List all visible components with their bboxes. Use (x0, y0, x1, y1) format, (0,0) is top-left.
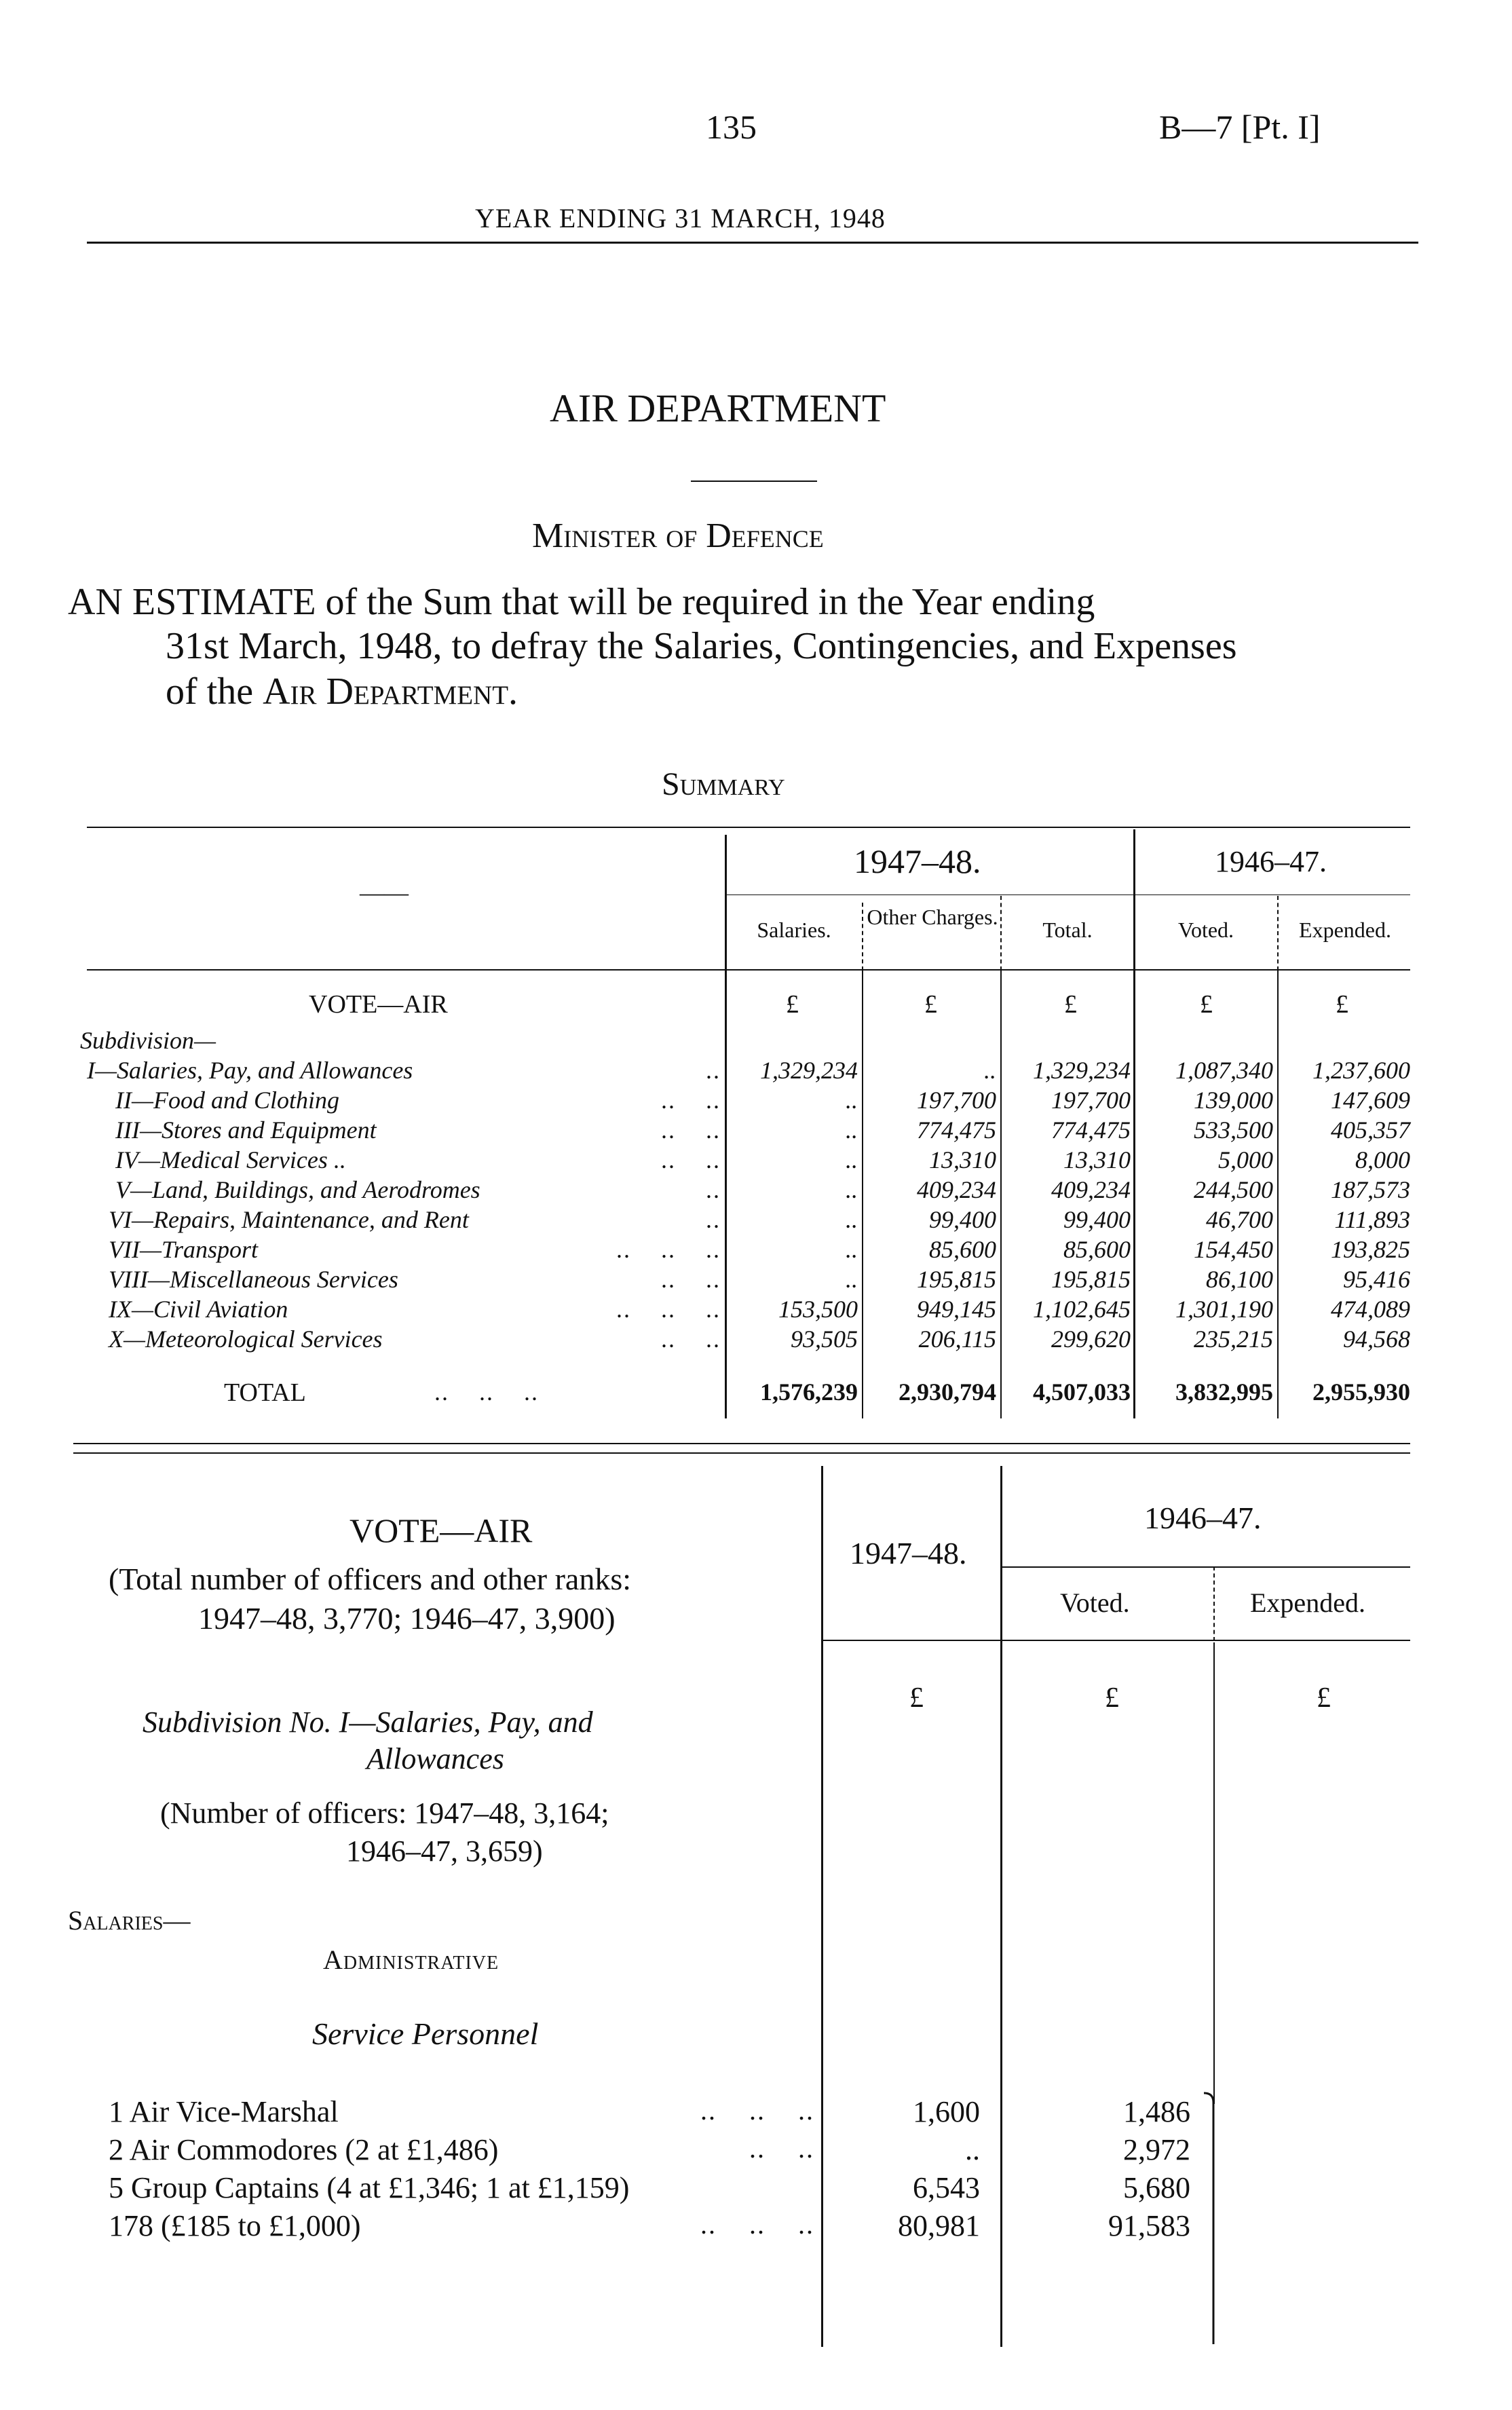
cell-other-charges: 206,115 (918, 1325, 996, 1353)
cell-other-charges: 949,145 (917, 1296, 996, 1323)
cell-salaries: 93,505 (791, 1325, 858, 1353)
row-leader: .. .. (661, 1266, 721, 1293)
title-rule (691, 481, 817, 482)
currency-symbol: £ (1336, 990, 1348, 1019)
cell-voted: 91,583 (1108, 2209, 1190, 2242)
row-leader: .. .. (661, 1116, 721, 1144)
summary-year-1946: 1946–47. (1215, 845, 1327, 878)
cell-expended: 111,893 (1334, 1206, 1410, 1233)
currency-symbol: £ (1064, 990, 1077, 1019)
cell-expended: 193,825 (1331, 1236, 1410, 1263)
total-salaries: 1,576,239 (760, 1378, 858, 1406)
cell-voted: 5,000 (1218, 1146, 1273, 1173)
summary-bottom-rule (73, 1452, 1410, 1454)
cell-voted: 154,450 (1194, 1236, 1273, 1263)
subdivision-row-label: VI—Repairs, Maintenance, and Rent (109, 1206, 469, 1233)
officers-line-1: (Number of officers: 1947–48, 3,164; (160, 1796, 609, 1830)
cell-1947-48: 1,600 (913, 2095, 980, 2128)
cell-salaries: .. (846, 1116, 858, 1144)
cell-other-charges: 13,310 (929, 1146, 996, 1173)
cell-total: 1,329,234 (1033, 1057, 1131, 1084)
currency-symbol: £ (909, 1682, 924, 1714)
summary-top-rule (87, 827, 1410, 828)
total-voted: 3,832,995 (1175, 1378, 1273, 1406)
personnel-row-label: 5 Group Captains (4 at £1,346; 1 at £1,159) (109, 2171, 630, 2204)
administrative-label: Administrative (323, 1944, 499, 1975)
cell-voted: 139,000 (1194, 1087, 1273, 1114)
subdivision-row-label: VII—Transport (109, 1236, 259, 1263)
personnel-row-label: 1 Air Vice-Marshal (109, 2095, 339, 2128)
cell-salaries: 153,500 (778, 1296, 858, 1323)
cell-voted: 46,700 (1206, 1206, 1273, 1233)
cell-total: 99,400 (1063, 1206, 1131, 1233)
cell-total: 1,102,645 (1033, 1296, 1131, 1323)
cell-total: 13,310 (1063, 1146, 1131, 1173)
subdivision-row-label: IX—Civil Aviation (109, 1296, 288, 1323)
cell-total: 195,815 (1051, 1266, 1131, 1293)
cell-expended: 187,573 (1331, 1176, 1410, 1203)
cell-1947-48: 6,543 (913, 2171, 980, 2204)
detail-col-dash (1213, 1566, 1215, 1641)
cell-other-charges: 195,815 (917, 1266, 996, 1293)
summary-year-1947: 1947–48. (854, 842, 981, 880)
cell-1947-48: .. (965, 2133, 980, 2166)
detail-year-1946: 1946–47. (1144, 1501, 1262, 1535)
summary-col-dash (1000, 896, 1002, 971)
ranks-line-1: (Total number of officers and other ranks: (109, 1562, 632, 1596)
cell-voted: 2,972 (1123, 2133, 1190, 2166)
cell-other-charges: 409,234 (917, 1176, 996, 1203)
summary-total-label: TOTAL (224, 1378, 306, 1407)
row-leader: .. .. .. (616, 1236, 721, 1263)
cell-other-charges: 85,600 (929, 1236, 996, 1263)
cell-voted: 86,100 (1206, 1266, 1273, 1293)
service-personnel-label: Service Personnel (312, 2016, 539, 2051)
cell-voted: 533,500 (1194, 1116, 1273, 1144)
row-leader: .. .. (661, 1146, 721, 1173)
cell-total: 299,620 (1051, 1325, 1131, 1353)
cell-salaries: .. (846, 1206, 858, 1233)
personnel-row-label: 178 (£185 to £1,000) (109, 2209, 361, 2242)
summary-blank-heading: —— (360, 879, 409, 906)
detail-col-rule (1000, 1466, 1002, 2347)
cell-voted: 244,500 (1194, 1176, 1273, 1203)
page-title: AIR DEPARTMENT (550, 386, 886, 430)
row-leader: .. (706, 1057, 721, 1084)
subdivision-label: Subdivision— (80, 1027, 216, 1054)
detail-col-rule (1213, 1642, 1215, 2104)
subdivision-row-label: III—Stores and Equipment (115, 1116, 377, 1144)
document-reference: B—7 [Pt. I] (1159, 108, 1321, 146)
salaries-label: Salaries— (68, 1905, 191, 1936)
summary-title: Summary (662, 766, 785, 802)
cell-expended: 147,609 (1331, 1087, 1410, 1114)
cell-expended: 474,089 (1331, 1296, 1410, 1323)
summary-bottom-rule (73, 1443, 1410, 1444)
row-leader: .. .. .. (616, 1296, 721, 1323)
row-leader: .. .. (661, 1325, 721, 1353)
currency-symbol: £ (786, 990, 799, 1019)
col-total: Total. (1042, 918, 1093, 942)
total-expended: 2,955,930 (1312, 1378, 1410, 1406)
cell-expended: 94,568 (1343, 1325, 1410, 1353)
detail-header-rule (823, 1640, 1410, 1641)
cell-voted: 235,215 (1194, 1325, 1273, 1353)
ranks-line-2: 1947–48, 3,770; 1946–47, 3,900) (198, 1601, 616, 1636)
row-leader: .. .. (749, 2133, 814, 2164)
subdivision-row-label: VIII—Miscellaneous Services (109, 1266, 398, 1293)
cell-voted: 5,680 (1123, 2171, 1190, 2204)
subdivision-heading-1: Subdivision No. I—Salaries, Pay, and (143, 1706, 593, 1739)
cell-total: 197,700 (1051, 1087, 1131, 1114)
summary-header-rule (87, 969, 1410, 971)
detail-vote-label: VOTE—AIR (349, 1511, 533, 1549)
cell-salaries: .. (846, 1266, 858, 1293)
summary-vote-label: VOTE—AIR (309, 990, 448, 1019)
cell-expended: 8,000 (1355, 1146, 1410, 1173)
currency-symbol: £ (1200, 990, 1213, 1019)
detail-year-1947: 1947–48. (850, 1536, 967, 1570)
row-leader: .. (706, 1176, 721, 1203)
page-number: 135 (706, 108, 757, 146)
detail-col-voted: Voted. (1060, 1587, 1130, 1618)
row-leader: .. .. .. (700, 2209, 814, 2240)
row-leader: .. .. (661, 1087, 721, 1114)
col-expended: Expended. (1299, 918, 1391, 942)
cell-total: 85,600 (1063, 1236, 1131, 1263)
cell-voted: 1,087,340 (1175, 1057, 1273, 1084)
cell-total: 409,234 (1051, 1176, 1131, 1203)
estimate-line-1: AN ESTIMATE of the Sum that will be required in the Year ending (68, 581, 1095, 623)
cell-expended: 95,416 (1343, 1266, 1410, 1293)
total-other-charges: 2,930,794 (899, 1378, 996, 1406)
minister-line: Minister of Defence (532, 516, 824, 555)
subdivision-row-label: II—Food and Clothing (115, 1087, 339, 1114)
cell-expended: 405,357 (1331, 1116, 1410, 1144)
header-rule (87, 242, 1418, 244)
cell-salaries: .. (846, 1146, 858, 1173)
cell-expended: 1,237,600 (1312, 1057, 1410, 1084)
cell-voted: 1,301,190 (1175, 1296, 1273, 1323)
expended-bracket (1201, 2089, 1228, 2347)
detail-col-expended: Expended. (1250, 1587, 1365, 1618)
currency-symbol: £ (924, 990, 937, 1019)
year-ending-line: YEAR ENDING 31 MARCH, 1948 (475, 203, 886, 233)
total-total: 4,507,033 (1033, 1378, 1131, 1406)
currency-symbol: £ (1105, 1682, 1119, 1714)
row-leader: .. (706, 1206, 721, 1233)
summary-col-dash (1277, 896, 1279, 971)
cell-other-charges: 99,400 (929, 1206, 996, 1233)
subdivision-row-label: I—Salaries, Pay, and Allowances (87, 1057, 413, 1084)
col-voted: Voted. (1177, 918, 1234, 942)
subdivision-row-label: X—Meteorological Services (109, 1325, 383, 1353)
cell-voted: 1,486 (1123, 2095, 1190, 2128)
cell-other-charges: .. (984, 1057, 996, 1084)
personnel-row-label: 2 Air Commodores (2 at £1,486) (109, 2133, 499, 2166)
col-other-charges: Other Charges. (867, 905, 998, 929)
cell-other-charges: 774,475 (917, 1116, 996, 1144)
subdivision-row-label: IV—Medical Services .. (115, 1146, 346, 1173)
row-leader: .. .. .. (700, 2095, 814, 2126)
subdivision-row-label: V—Land, Buildings, and Aerodromes (115, 1176, 480, 1203)
summary-total-leader: .. .. .. (434, 1378, 539, 1406)
cell-salaries: .. (846, 1176, 858, 1203)
currency-symbol: £ (1317, 1682, 1331, 1714)
estimate-line-2: 31st March, 1948, to defray the Salaries, Contingencies, and Expenses (166, 625, 1237, 667)
detail-year-group-rule (1002, 1566, 1410, 1568)
summary-col-dash (862, 903, 863, 971)
detail-col-rule (821, 1466, 823, 2347)
estimate-line-3: of the Air Department. (166, 671, 518, 713)
officers-line-2: 1946–47, 3,659) (346, 1834, 543, 1868)
cell-1947-48: 80,981 (898, 2209, 980, 2242)
cell-other-charges: 197,700 (917, 1087, 996, 1114)
subdivision-heading-2: Allowances (366, 1742, 504, 1775)
cell-salaries: .. (846, 1236, 858, 1263)
cell-total: 774,475 (1051, 1116, 1131, 1144)
cell-salaries: 1,329,234 (760, 1057, 858, 1084)
col-salaries: Salaries. (757, 918, 831, 942)
cell-salaries: .. (846, 1087, 858, 1114)
